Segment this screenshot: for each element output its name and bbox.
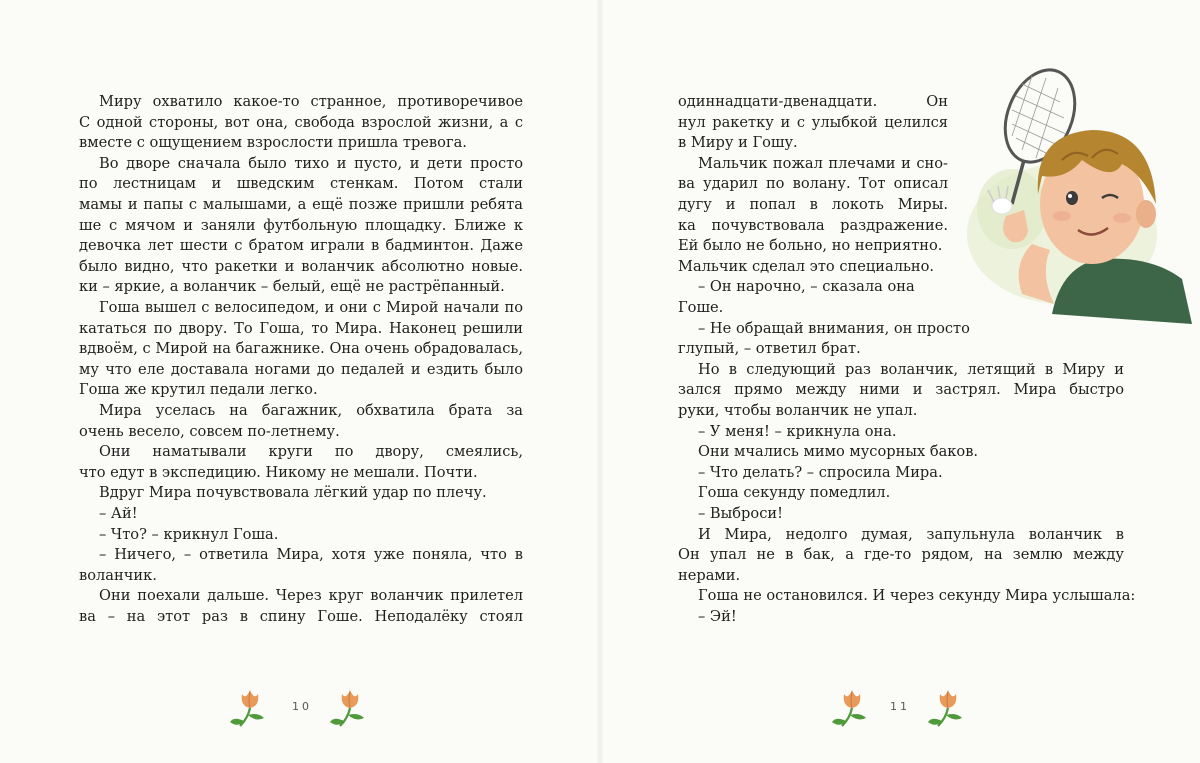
text-line: Но в следующий раз воланчик, летящий в Миру и [698,360,1124,378]
text-line: ше с мячом и заняли футбольную площадку. Ближе к [79,216,523,234]
text-line: – Что? – крикнул Гоша. [99,525,279,543]
text-line: Гоша же крутил педали легко. [79,381,318,399]
text-line: – Не обращай внимания, он просто [698,319,970,337]
text-line: нерами. [678,566,741,584]
text-line: Во дворе сначала было тихо и пусто, и дети просто [99,154,523,172]
text-line: нул ракетку и с улыбкой целился [678,113,948,131]
left-folio [226,686,376,730]
text-line: – У меня! – крикнула она. [698,422,897,440]
text-line: дугу и попал в локоть Миры. [678,196,948,213]
text-line: что едут в экспедицию. Никому не мешали. Почти. [79,463,478,481]
text-line: – Ничего, – ответила Мира, хотя уже поняла, что в [99,546,523,564]
text-line: Они мчались мимо мусорных баков. [698,443,979,461]
tulip-ornament-icon [226,686,274,730]
text-line: Мальчик сделал это специально. [678,257,935,275]
text-line: Мира уселась на багажник, обхватила брата за [99,402,523,419]
text-line: С одной стороны, вот она, свобода взрослой жизни, а с [79,113,523,131]
tulip-ornament-icon [828,686,876,730]
text-line: зался прямо между ними и застрял. Мира быстро [678,381,1124,399]
text-line: – Выброси! [698,505,783,522]
text-line: вместе с ощущением взрослости пришла тревога. [79,134,467,152]
text-line: очень весело, совсем по-летнему. [79,422,340,440]
text-line: девочка лет шести с братом играли в бадминтон. Даже [79,237,523,255]
text-line: было видно, что ракетки и воланчик абсолютно новые. [79,257,523,275]
tulip-ornament-icon [924,686,972,730]
text-line: Вдруг Мира почувствовала лёгкий удар по плечу. [99,484,487,502]
text-line: мамы и папы с малышами, а ещё позже пришли ребята [79,196,523,213]
text-line: Миру охватило какое-то странное, противоречивое [99,93,523,110]
text-line: ки – яркие, а воланчик – белый, ещё не растрёпанный. [79,278,505,296]
text-line: одиннадцати-двенадцати. Он [678,93,948,110]
text-line: по лестницам и шведским стенкам. Потом стали [79,175,523,193]
text-line: ка почувствовала раздражение. [678,216,948,234]
text-line: вдвоём, с Мирой на багажнике. Она очень обрадовалась, [79,340,523,358]
text-line: Гоше. [678,299,724,316]
boy-with-badminton-racket-illustration [942,64,1200,334]
text-line: му что еле доставала ногами до педалей и ездить было [79,360,523,378]
right-page [600,0,1200,763]
text-line: Гоша секунду помедлил. [698,484,891,502]
text-line: воланчик. [79,566,157,584]
text-line: Гоша не остановился. И через секунду Мира услышала: [698,587,1136,605]
text-line: Гоша вышел с велосипедом, и они с Мирой начали по [99,299,523,316]
text-line: Они наматывали круги по двору, смеялись, [99,443,523,461]
text-line: глупый, – ответил брат. [678,340,861,358]
text-line: Они поехали дальше. Через круг воланчик прилетел [99,587,523,605]
text-line: И Мира, недолго думая, запульнула воланчик в [698,525,1124,543]
text-line: кататься по двору. То Гоша, то Мира. Наконец решили [79,319,523,337]
text-line: ва – на этот раз в спину Гоше. Неподалёку стоял [79,608,523,625]
text-line: ва ударил по волану. Тот описал [678,175,948,193]
page-number: 10 [292,700,312,713]
text-line: – Он нарочно, – сказала она [698,278,915,296]
text-line: Он упал не в бак, а где-то рядом, на землю между [678,546,1124,564]
text-line: Ей было не больно, но неприятно. [678,237,943,255]
text-line: руки, чтобы воланчик не упал. [678,402,918,419]
tulip-ornament-icon [326,686,374,730]
right-folio [828,686,978,730]
text-line: – Что делать? – спросила Мира. [698,463,943,481]
text-line: в Миру и Гошу. [678,134,798,152]
text-line: Мальчик пожал плечами и сно- [698,154,948,172]
text-line: – Ай! [99,505,138,522]
page-number: 11 [890,700,910,713]
text-line: – Эй! [698,608,737,625]
